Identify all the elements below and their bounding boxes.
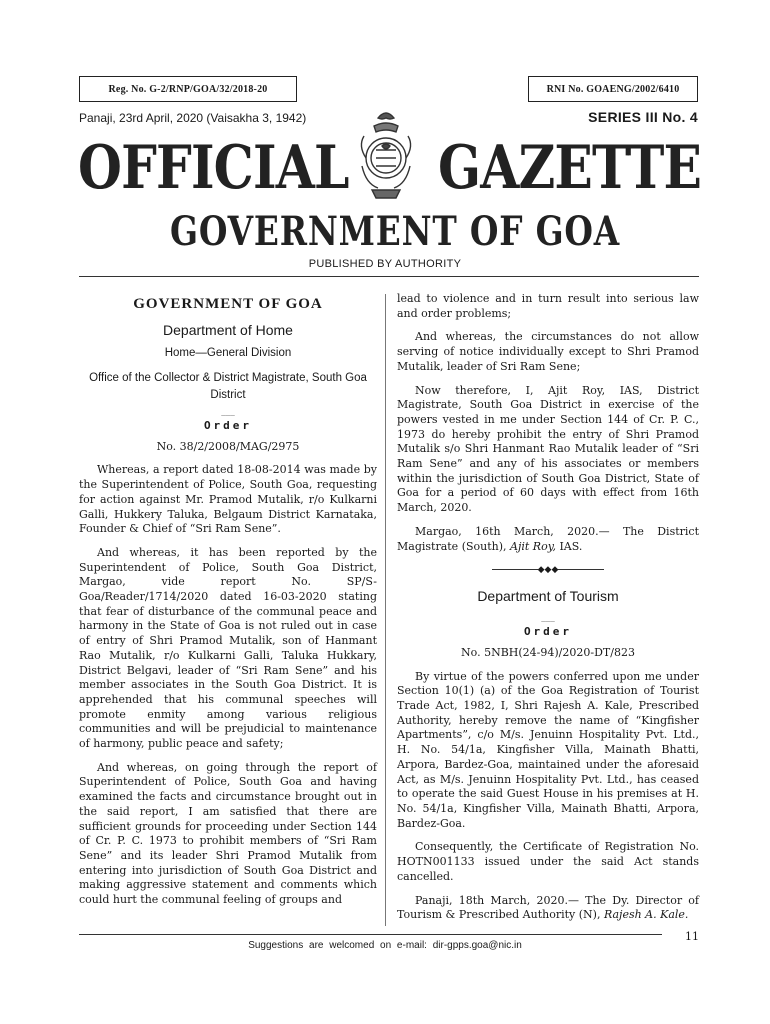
masthead-government: GOVERNMENT OF GOA — [170, 208, 621, 255]
masthead-official: OFFICIAL — [78, 133, 349, 203]
signature-text: Margao, 16th March, 2020.— The District Magistrate (South), — [397, 524, 699, 553]
signature-text: Panaji, 18th March, 2020.— The Dy. Director of Tourism & Prescribed Authority (N), — [397, 893, 699, 922]
signature-suffix: IAS. — [555, 539, 583, 553]
masthead-gazette: GAZETTE — [438, 133, 702, 203]
diamond-separator-icon: ◆◆◆ — [537, 565, 559, 576]
order-number: No. 38/2/2008/MAG/2975 — [156, 439, 300, 453]
column-divider — [385, 294, 386, 926]
order-number: No. 5NBH(24-94)/2020-DT/823 — [461, 645, 635, 659]
suggestions-footer: Suggestions are welcomed on e-mail: dir-gpps.goa@nic.in — [248, 940, 522, 951]
heading-dash: ___ — [541, 611, 555, 622]
department-tourism-heading: Department of Tourism — [477, 587, 619, 604]
paragraph: Whereas, a report dated 18-08-2014 was made by the Superintendent of Police, South Goa, requesting for action against Mr. Pramod Mutalik, r/o Kulkarni Galli, Hukkery Taluka, Belgaum District Karnataka, Founder & Chief of “Sri Ram Sene”. — [79, 463, 377, 536]
left-column — [79, 294, 377, 917]
series-number: SERIES III No. 4 — [588, 109, 698, 125]
signatory-name: Rajesh A. Kale. — [603, 908, 689, 922]
order-heading: Order — [203, 418, 253, 432]
footer-rule — [79, 934, 662, 935]
paragraph: lead to violence and in turn result into serious law and order problems; — [397, 292, 699, 320]
rni-number: RNI No. GOAENG/2002/6410 — [528, 76, 698, 102]
issue-date: Panaji, 23rd April, 2020 (Vaisakha 3, 1942) — [79, 111, 307, 125]
paragraph: By virtue of the powers conferred upon me under Section 10(1) (a) of the Goa Registration of Tourist Trade Act, 1982, I, Shri Rajesh A. Kale, Prescribed Authority, hereby remove the name of “Kingfisher Apartments”, c/o M/s. Jenuinn Hospitality Pvt. Ltd., H. No. 54/1a, Kingfisher Villa, Mainath Bhatti, Arpora, Bardez-Goa, maintained under the aforesaid Act, as M/s. Jenuinn Hospitality Pvt. Ltd., has ceased to operate the said Guest House in his premises at H. No. 54/1a, Kingfisher Villa, Mainath Bhatti, Arpora, Bardez-Goa. — [397, 669, 699, 830]
department-home-heading: Department of Home — [163, 322, 293, 338]
paragraph: And whereas, the circumstances do not allow serving of notice individually except to Shri Pramod Mutalik, leader of Sri Ram Sene; — [397, 330, 699, 373]
header-rule — [79, 276, 699, 277]
signature-line — [397, 525, 699, 554]
office-heading: Office of the Collector & District Magistrate, South Goa District — [89, 371, 367, 401]
government-heading: GOVERNMENT OF GOA — [133, 296, 323, 312]
registration-number: Reg. No. G-2/RNP/GOA/32/2018-20 — [79, 76, 297, 102]
signatory-name: Ajit Roy, — [510, 539, 556, 553]
heading-dash: ___ — [221, 405, 235, 416]
paragraph: Now therefore, I, Ajit Roy, IAS, District Magistrate, South Goa District in exercise of the powers vested in me under Section 144 of Cr. P. C., 1973 do hereby prohibit the entry of Shri Pramod Mutalik s/o Shri Hanmant Rao Mutalik leader of “Sri Ram Sene” and any of his associates or members within the jurisdiction of South Goa District, State of Goa for a period of 60 days with effect from 16th March, 2020. — [397, 383, 699, 515]
division-heading: Home—General Division — [164, 347, 292, 359]
page-number: 11 — [685, 930, 699, 943]
section-separator — [397, 563, 699, 578]
right-column — [397, 292, 699, 932]
paragraph: And whereas, it has been reported by the Superintendent of Police, South Goa District, Margao, vide report No. SP/S-Goa/Reader/1714/2020 dated 16-03-2020 stating that fear of disturbance of the communal peace and harmony in the State of Goa is not ruled out in case of entry of Shri Pramod Mutalik, son of Hanmant Rao Mutalik, r/o Kulkarni Galli, Taluka Hukkary, District Belgavi, leader of “Sri Ram Sene” and his member associates in the South Goa District. It is apprehended that his communal speeches will promote enmity among various religious communities and will be prejudicial to maintenance of harmony, public peace and safety; — [79, 545, 377, 751]
order-heading: Order — [523, 624, 573, 638]
state-emblem-icon — [352, 106, 420, 206]
signature-line — [397, 894, 699, 923]
paragraph: Consequently, the Certificate of Registration No. HOTN001133 issued under the said Act stands cancelled. — [397, 840, 699, 883]
paragraph: And whereas, on going through the report of Superintendent of Police, South Goa and having examined the facts and circumstance brought out in the said report, I am satisfied that there are sufficient grounds for proceeding under Section 144 of Cr. P. C. 1973 to prohibit members of “Sri Ram Sene” and its leader Shri Pramod Mutalik from entering into jurisdiction of South Goa District and making aggressive statement and comments which could hurt the communal feeling of groups and — [79, 760, 377, 907]
published-by-authority: PUBLISHED BY AUTHORITY — [308, 258, 462, 270]
